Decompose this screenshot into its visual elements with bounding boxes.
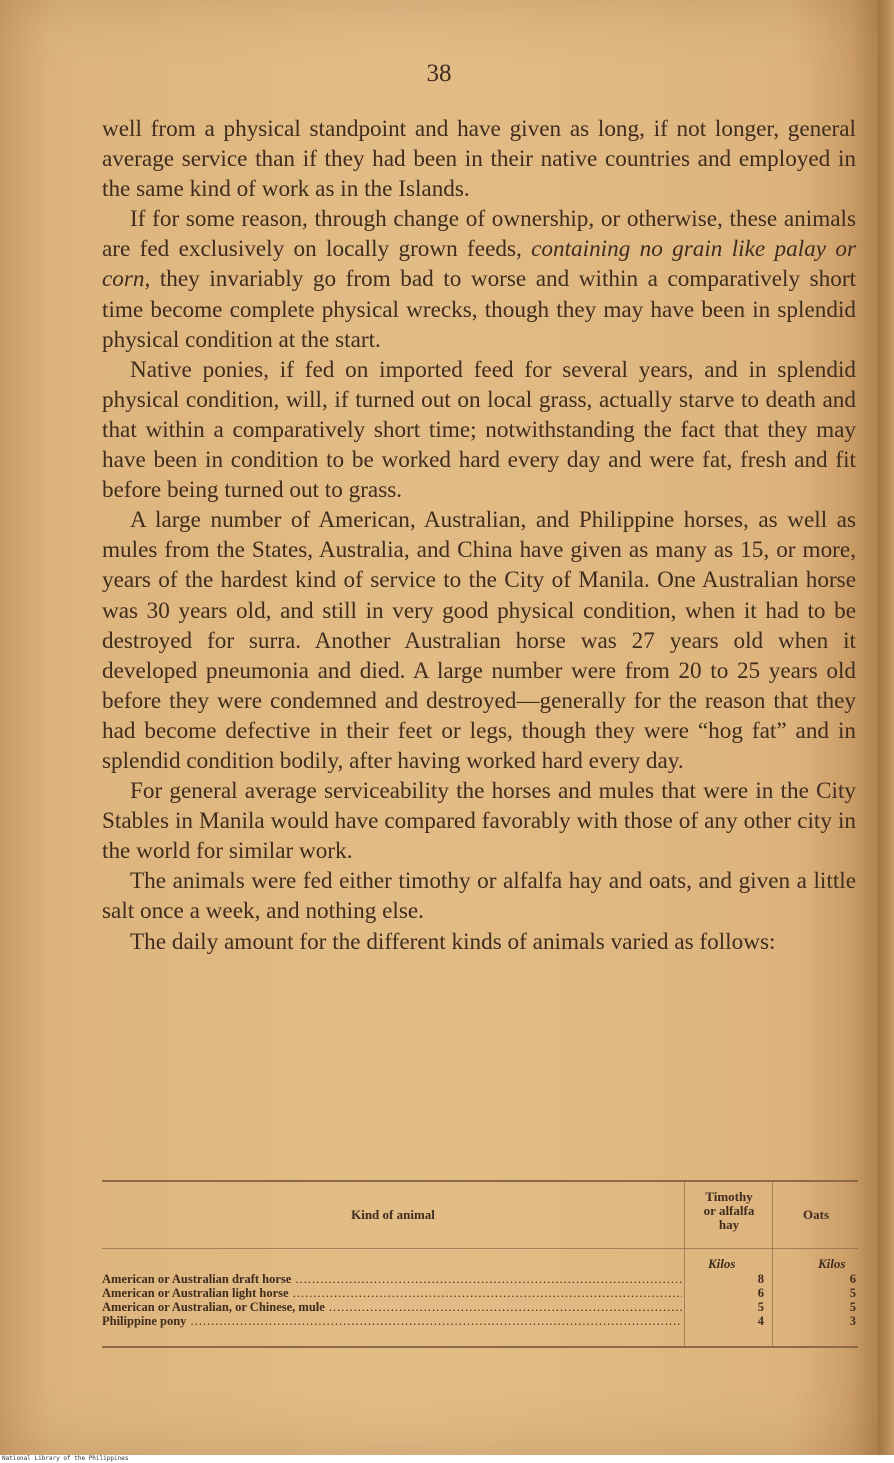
- table-row: [102, 1314, 858, 1328]
- row-hay: 8: [757, 1272, 764, 1286]
- paragraph-2-italic: containing no grain like palay or corn,: [102, 236, 856, 293]
- paragraph-2-text-a: If for some reason, through change of ownership, or otherwise, these animals are fed exclusively on locally grown feeds,: [102, 206, 856, 263]
- header-hay-line-2: or alfalfa: [703, 1203, 755, 1218]
- header-hay-line-3: hay: [718, 1217, 740, 1232]
- page-number: 38: [426, 60, 452, 87]
- row-animal: American or Australian light horse .....: [102, 1286, 682, 1300]
- table-row: [102, 1272, 858, 1286]
- units-oats: Kilos: [818, 1256, 846, 1271]
- paragraph-2: [102, 204, 856, 354]
- row-oats: 5: [849, 1300, 856, 1314]
- table-header-rule: [102, 1248, 858, 1249]
- paragraph-6: The animals were fed either timothy or alfalfa hay and oats, and given a little salt once a week, and nothing else.: [102, 868, 856, 925]
- header-hay-line-1: Timothy: [705, 1189, 753, 1204]
- paragraph-2-text-b: they invariably go from bad to worse and within a comparatively short time become complete physical wrecks, though they may have been in splendid physical condition at the start.: [102, 266, 856, 353]
- paragraph-3: Native ponies, if fed on imported feed for several years, and in splendid physical condition, will, if turned out on local grass, actually starve to death and that within a comparatively short time; notwithstanding the fact that they may have been in condition to be worked hard every day and were fat, fresh and fit before being turned out to grass.: [102, 356, 856, 504]
- row-oats: 6: [849, 1272, 856, 1286]
- page-edge-shadow: [878, 0, 894, 1455]
- units-hay: Kilos: [708, 1256, 736, 1271]
- table-bottom-rule: [102, 1346, 858, 1348]
- row-hay: 4: [757, 1314, 764, 1328]
- paragraph-1: well from a physical standpoint and have given as long, if not longer, general average service than if they had been in their native countries and employed in the same kind of work as in the Islands.: [102, 116, 856, 203]
- library-footer: National Library of the Philippines: [2, 1455, 129, 1462]
- row-hay: 5: [757, 1300, 764, 1314]
- row-oats: 3: [849, 1314, 856, 1328]
- paragraph-7: The daily amount for the different kinds of animals varied as follows:: [130, 928, 776, 955]
- row-animal: American or Australian draft horse .....: [102, 1272, 682, 1286]
- table-row: [102, 1300, 858, 1314]
- header-oats: Oats: [803, 1207, 829, 1222]
- paragraph-5: For general average serviceability the horses and mules that were in the City Stables in Manila would have compared favorably with those of any other city in the world for similar work.: [102, 778, 856, 865]
- table-row: [102, 1286, 858, 1300]
- header-kind-of-animal: Kind of animal: [351, 1207, 435, 1222]
- table-top-rule: [102, 1180, 858, 1182]
- row-animal: Philippine pony .....: [102, 1314, 682, 1328]
- paragraph-4: A large number of American, Australian, and Philippine horses, as well as mules from the States, Australia, and China have given as many as 15, or more, years of the hardest kind of service to the City of Manila. One Australian horse was 30 years old, and still in very good physical condition, when it had to be destroyed for surra. Another Australian horse was 27 years old when it developed pneumonia and died. A large number were from 20 to 25 years old before they were condemned and destroyed—generally for the reason that they had become defective in their feet or legs, though they were “hog fat” and in splendid condition bodily, after having worked hard every day.: [102, 507, 856, 774]
- row-animal: American or Australian, or Chinese, mule .....: [102, 1300, 682, 1314]
- header-hay: [686, 1190, 772, 1232]
- body-text: [102, 114, 856, 957]
- row-oats: 5: [849, 1286, 856, 1300]
- row-hay: 6: [757, 1286, 764, 1300]
